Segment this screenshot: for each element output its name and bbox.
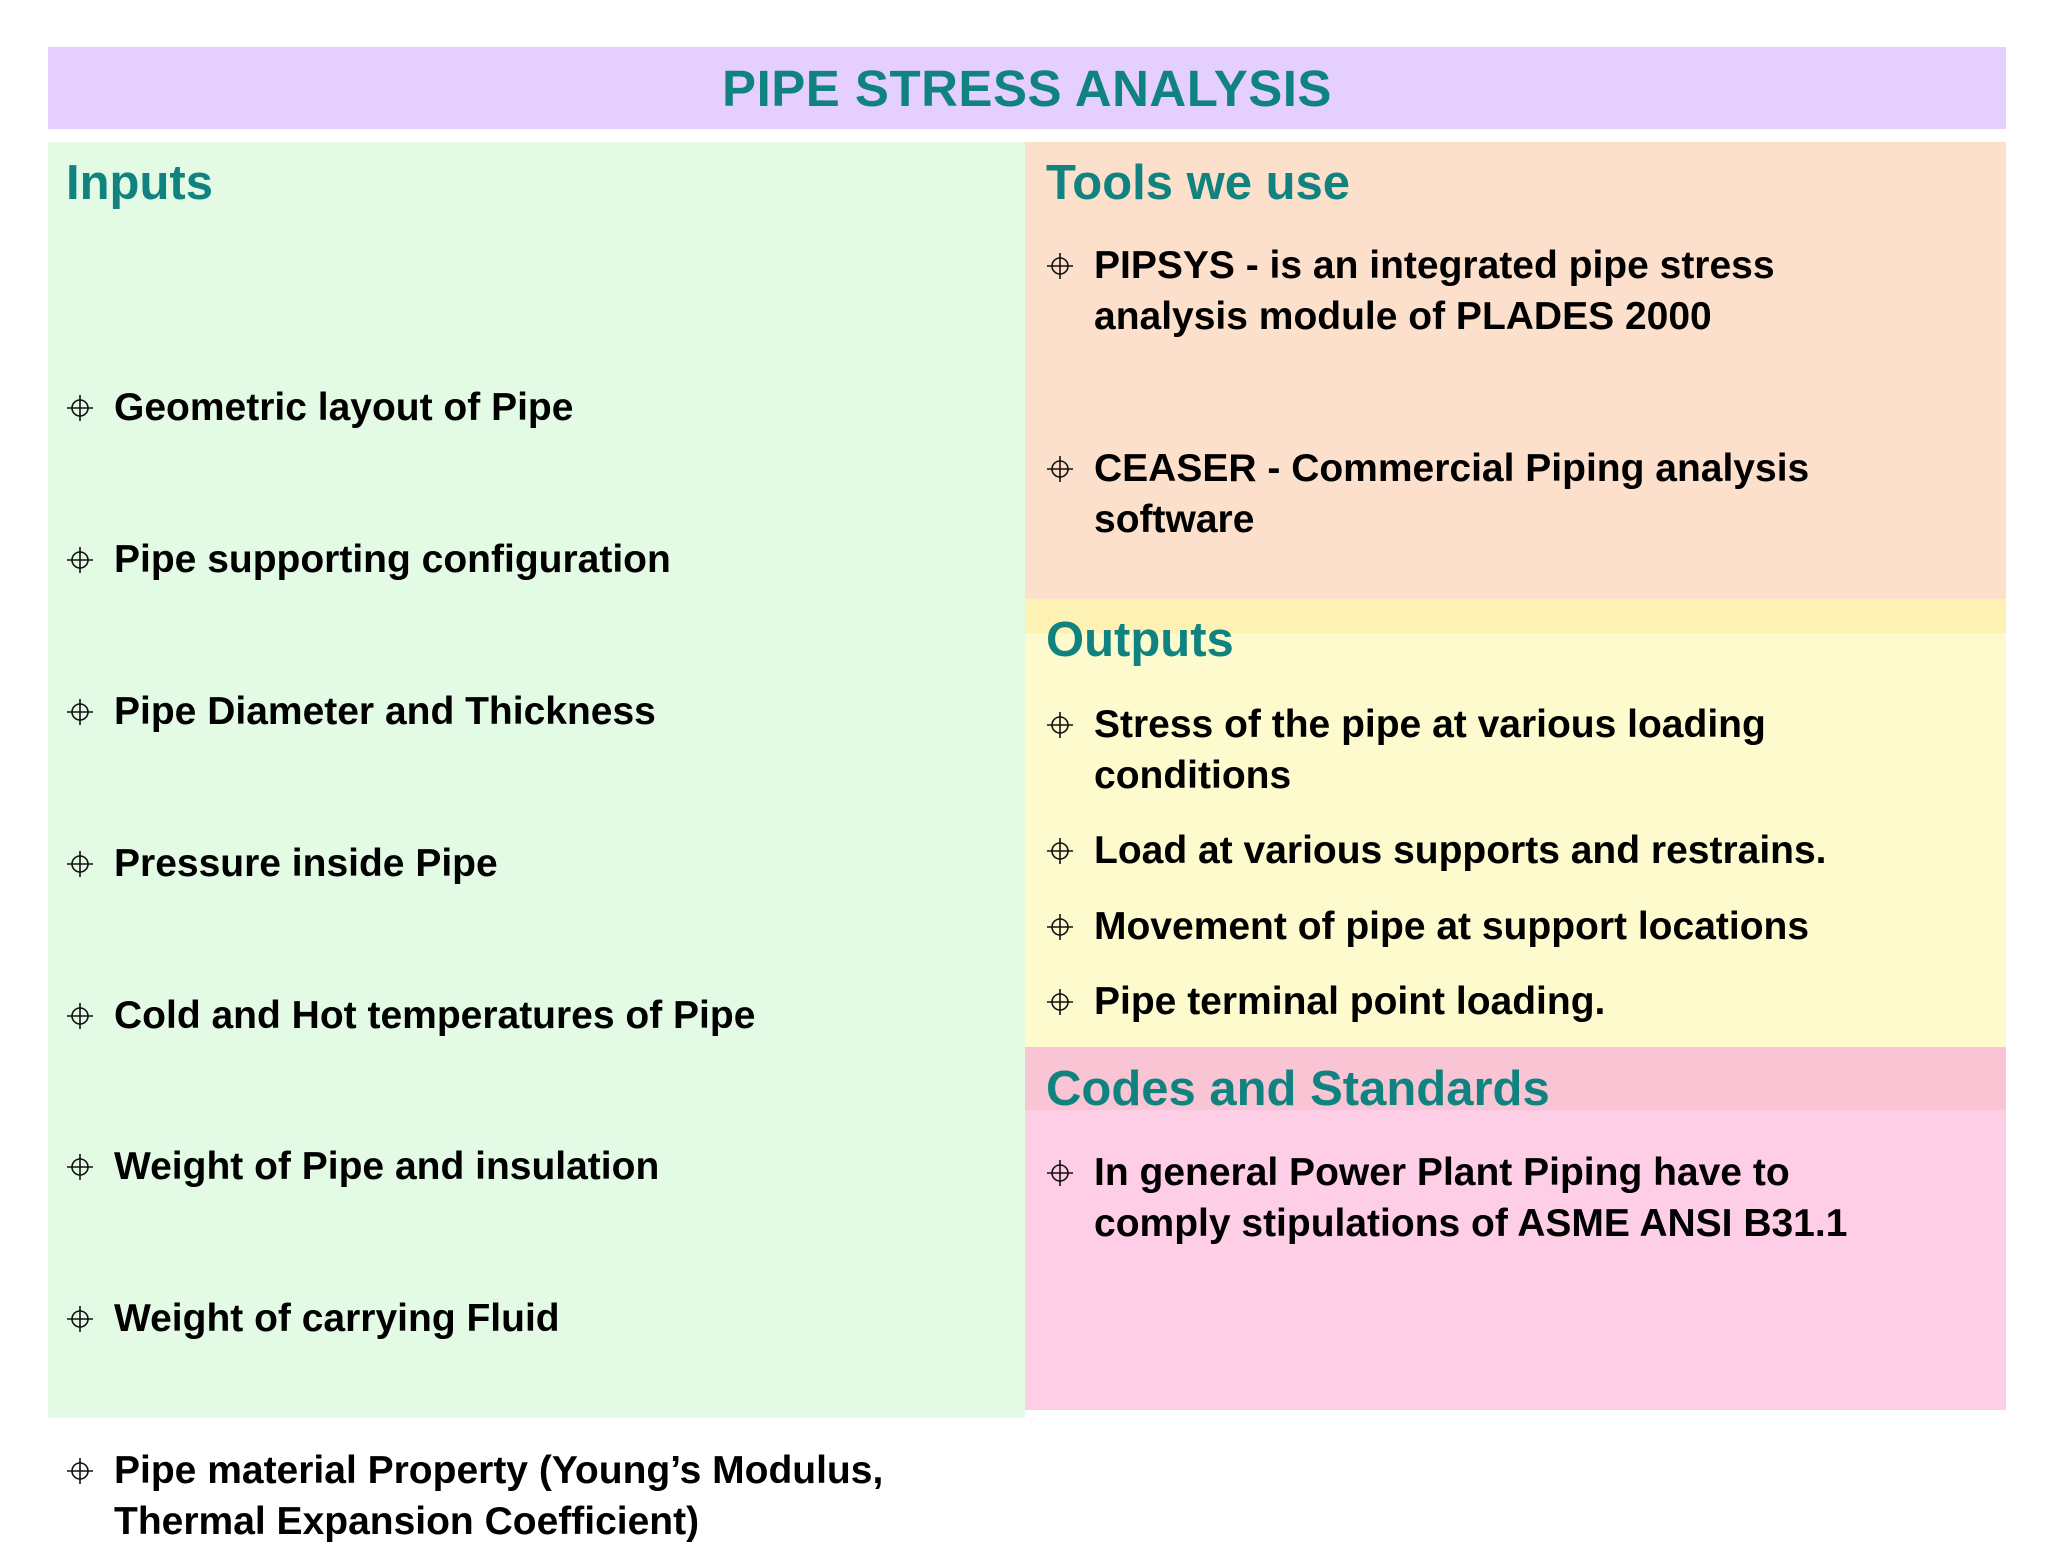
crosshair-circle-icon xyxy=(66,1141,114,1192)
crosshair-circle-icon xyxy=(1046,825,1094,876)
list-item: Stress of the pipe at various loading conditions xyxy=(1046,699,1766,801)
tools-heading: Tools we use xyxy=(1046,156,1351,210)
list-item: Movement of pipe at support locations xyxy=(1046,901,1809,952)
list-item: PIPSYS - is an integrated pipe stress analysis module of PLADES 2000 xyxy=(1046,240,1775,342)
list-item: Pipe Diameter and Thickness xyxy=(66,686,656,737)
crosshair-circle-icon xyxy=(1046,699,1094,750)
crosshair-circle-icon xyxy=(66,534,114,585)
list-item: CEASER - Commercial Piping analysis software xyxy=(1046,443,1809,545)
codes-panel xyxy=(1025,1047,2006,1410)
crosshair-circle-icon xyxy=(1046,240,1094,291)
list-item: Cold and Hot temperatures of Pipe xyxy=(66,990,755,1041)
list-item: Pipe material Property (Young’s Modulus, Thermal Expansion Coefficient) xyxy=(66,1445,883,1547)
crosshair-circle-icon xyxy=(66,1293,114,1344)
crosshair-circle-icon xyxy=(66,382,114,433)
page-title: PIPE STRESS ANALYSIS xyxy=(722,59,1332,117)
tools-panel xyxy=(1025,142,2006,599)
list-item: Geometric layout of Pipe xyxy=(66,382,573,433)
crosshair-circle-icon xyxy=(1046,443,1094,494)
list-item: Pipe terminal point loading. xyxy=(1046,976,1605,1027)
list-item: Pressure inside Pipe xyxy=(66,838,498,889)
crosshair-circle-icon xyxy=(66,686,114,737)
list-item: Load at various supports and restrains. xyxy=(1046,825,1827,876)
inputs-panel xyxy=(48,142,1025,1543)
crosshair-circle-icon xyxy=(1046,976,1094,1027)
outputs-panel xyxy=(1025,599,2006,1047)
crosshair-circle-icon xyxy=(66,1445,114,1496)
list-item: In general Power Plant Piping have to comply stipulations of ASME ANSI B31.1 xyxy=(1046,1147,1847,1249)
list-item: Pipe supporting configuration xyxy=(66,534,671,585)
crosshair-circle-icon xyxy=(66,838,114,889)
title-bar xyxy=(48,47,2006,129)
codes-heading: Codes and Standards xyxy=(1046,1062,1550,1116)
crosshair-circle-icon xyxy=(1046,901,1094,952)
crosshair-circle-icon xyxy=(66,990,114,1041)
list-item: Weight of carrying Fluid xyxy=(66,1293,560,1344)
list-item: Weight of Pipe and insulation xyxy=(66,1141,659,1192)
outputs-heading: Outputs xyxy=(1046,613,1234,667)
inputs-heading: Inputs xyxy=(66,156,213,210)
crosshair-circle-icon xyxy=(1046,1147,1094,1198)
